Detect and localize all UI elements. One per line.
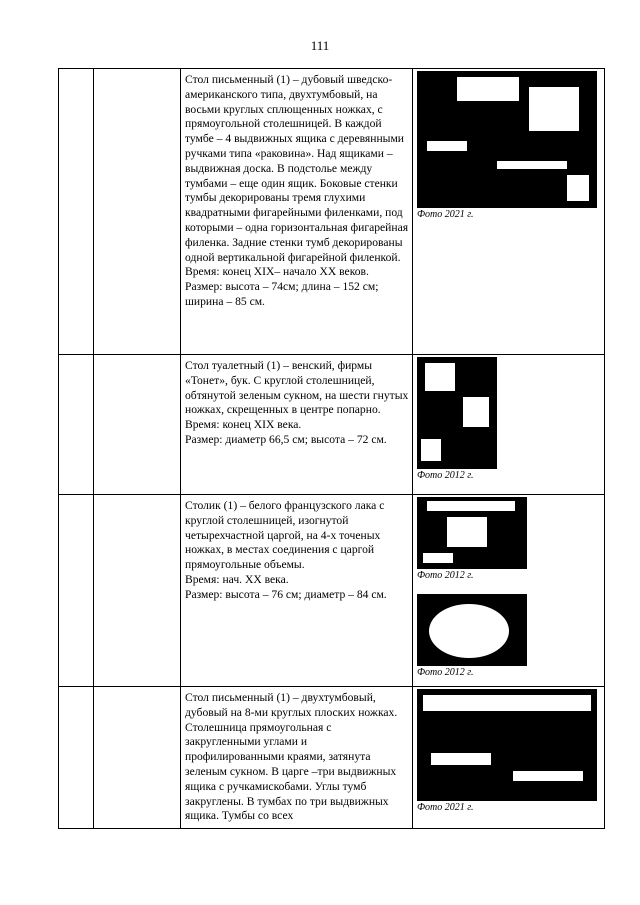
table-row [59,687,605,829]
description-cell [181,355,413,495]
photo-writing-desk [417,71,597,208]
photo-caption: Фото 2012 г. [417,667,474,678]
description-cell [181,687,413,829]
photo-cell [413,687,605,829]
photo-cell [413,355,605,495]
number-cell [59,69,94,355]
size-text: Размер: диаметр 66,5 см; высота – 72 см. [185,432,387,446]
inventory-table [58,68,605,829]
size-text: Размер: высота – 74см; длина – 152 см; ширина – 85 см. [185,280,379,308]
size-text: Размер: высота – 76 см; диаметр – 84 см. [185,587,387,601]
photo-caption: Фото 2021 г. [417,209,474,220]
photo-caption: Фото 2012 г. [417,570,474,581]
table-row [59,355,605,495]
description-cell [181,69,413,355]
photo-caption: Фото 2012 г. [417,470,474,481]
number-cell [59,355,94,495]
location-cell [94,495,181,687]
location-cell [94,687,181,829]
description-text: Столик (1) – белого французского лака с круглой столешницей, изогнутой четырехчастной царгой, на 4-х точеных ножках, в местах соединения с царгой прямоугольные объемы. [185,499,385,572]
page-number: 111 [310,38,330,53]
photo-cell [413,69,605,355]
table-row [59,495,605,687]
photo-oak-desk [417,689,597,801]
photo-vanity-table [417,357,497,469]
description-text: Стол туалетный (1) – венский, фирмы «Тонет», бук. С круглой столешницей, обтянутой зеленым сукном, на шести гнутых ножках, скрещенных в центре попарно. Время: конец XIX века. [185,359,409,432]
location-cell [94,355,181,495]
description-text: Стол письменный (1) – двухтумбовый, дубовый на 8-ми круглых плоских ножках. Столешница прямоугольная с закругленными углами и профилированными краями, затянута зеленым сукном. В царге –три выдвижных ящика с ручкамискобами. Углы тумб закруглены. В тумбах по три выдвижных ящика. Тумбы со всех [185,691,398,823]
table-row [59,69,605,355]
photo-french-table-top [417,594,527,666]
number-cell [59,687,94,829]
photo-cell [413,495,605,687]
number-cell [59,495,94,687]
location-cell [94,69,181,355]
photo-french-table-side [417,497,527,569]
photo-caption: Фото 2021 г. [417,802,474,813]
date-text: Время: нач. XX века. [185,572,289,586]
date-text: Время: конец XIX– начало XX веков. [185,265,369,279]
description-text: Стол письменный (1) – дубовый шведско-американского типа, двухтумбовый, на восьми круглых сплющенных ножках, с прямоугольной столешницей. В каждой тумбе – 4 выдвижных ящика с деревянными ручками типа «раковина». Над ящиками – выдвижная доска. В подстолье между тумбами – еще один ящик. Боковые стенки тумбы декорированы тремя глухими квадратными фигарейными филенками, под которыми – одна горизонтальная фигарейная филенка. Задние стенки тумб декорированы одной вертикальной фигарейной филенкой. [185,73,409,264]
description-cell [181,495,413,687]
